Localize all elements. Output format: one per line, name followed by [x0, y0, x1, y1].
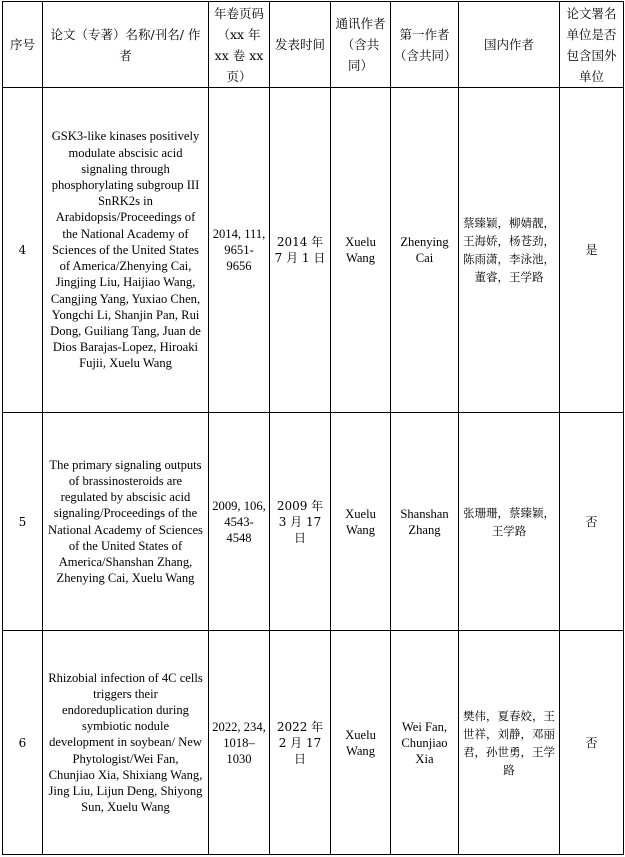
first-author: Zhenying Cai: [391, 88, 459, 413]
paper-title: Rhizobial infection of 4C cells triggers their endoreduplication during symbiotic nodule development in soybean/ New Phytologist/Wei Fan, Chunjiao Xia, Shixiang Wang, Jing Liu, Lijun Deng, Shiyong Sun, Xuelu Wang: [43, 631, 209, 855]
volume-pages: 2009, 106, 4543-4548: [209, 413, 270, 631]
paper-title: GSK3-like kinases positively modulate abscisic acid signaling through phosphorylating subgroup III SnRK2s in Arabidopsis/Proceedings of the National Academy of Sciences of the United States of America/Zhenying Cai, Jingjing Liu, Haijiao Wang, Cangjing Yang, Yuxiao Chen, Yongchi Li, Shanjin Pan, Rui Dong, Guiliang Tang, Juan de Dios Barajas-Lopez, Hiroaki Fujii, Xuelu Wang: [43, 88, 209, 413]
paper-title: The primary signaling outputs of brassinosteroids are regulated by abscisic acid signaling/Proceedings of the National Academy of Sciences of the United States of America/Shanshan Zhang, Zhenying Cai, Xuelu Wang: [43, 413, 209, 631]
header-title: 论文（专著）名称/刊名/ 作者: [43, 2, 209, 88]
corresponding-author: Xuelu Wang: [331, 413, 391, 631]
foreign-unit: 否: [560, 413, 624, 631]
domestic-authors: 蔡臻颖，柳婧靓，王海娇，杨苍劲，陈雨潇，李泳池，董睿，王学路: [459, 88, 560, 413]
row-index: 4: [3, 88, 43, 413]
publication-table: [2, 1, 624, 855]
foreign-unit: 是: [560, 88, 624, 413]
row-index: 5: [3, 413, 43, 631]
volume-pages: 2014, 111, 9651-9656: [209, 88, 270, 413]
corresponding-author: Xuelu Wang: [331, 88, 391, 413]
header-pub-date: 发表时间: [270, 2, 331, 88]
pub-date: 2009 年 3 月 17 日: [270, 413, 331, 631]
table-row: [3, 88, 624, 413]
first-author: Shanshan Zhang: [391, 413, 459, 631]
table-row: [3, 413, 624, 631]
foreign-unit: 否: [560, 631, 624, 855]
domestic-authors: 樊伟，夏春姣，王世祥，刘静，邓丽君，孙世勇，王学路: [459, 631, 560, 855]
row-index: 6: [3, 631, 43, 855]
header-index: 序号: [3, 2, 43, 88]
header-volume-pages: 年卷页码（xx 年 xx 卷 xx 页）: [209, 2, 270, 88]
volume-pages: 2022, 234, 1018–1030: [209, 631, 270, 855]
header-corresponding-author: 通讯作者（含共同）: [331, 2, 391, 88]
pub-date: 2014 年 7 月 1 日: [270, 88, 331, 413]
pub-date: 2022 年 2 月 17 日: [270, 631, 331, 855]
header-foreign-unit: 论文署名单位是否包含国外单位: [560, 2, 624, 88]
corresponding-author: Xuelu Wang: [331, 631, 391, 855]
first-author: Wei Fan, Chunjiao Xia: [391, 631, 459, 855]
header-domestic-authors: 国内作者: [459, 2, 560, 88]
header-first-author: 第一作者（含共同）: [391, 2, 459, 88]
table-header-row: [3, 2, 624, 88]
domestic-authors: 张珊珊，蔡臻颖，王学路: [459, 413, 560, 631]
table-row: [3, 631, 624, 855]
